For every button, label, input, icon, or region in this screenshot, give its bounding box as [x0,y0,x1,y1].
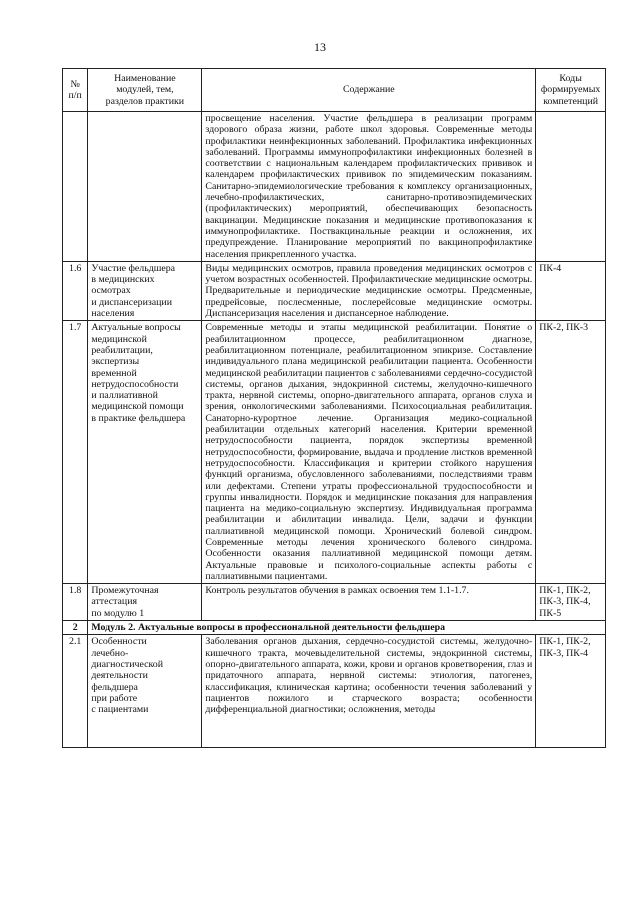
table-row [63,321,606,584]
module-title: Модуль 2. Актуальные вопросы в профессиональной деятельности фельдшера [88,621,606,635]
curriculum-table [62,68,606,748]
row-num: 1.8 [63,584,88,621]
row-num: 1.6 [63,261,88,320]
table-row [63,635,606,748]
row-content: Контроль результатов обучения в рамках освоения тем 1.1-1.7. [202,584,536,621]
row-codes: ПК-1, ПК-2, ПК-3, ПК-4 [536,635,606,748]
row-content-cell [202,635,536,748]
row-codes: ПК-2, ПК-3 [536,321,606,584]
table-row [63,261,606,320]
header-name: Наименование модулей, тем, разделов практики [88,69,202,112]
row-num: 1.7 [63,321,88,584]
row-codes [536,112,606,262]
row-name: Актуальные вопросы медицинской реабилитации, экспертизы временной нетрудоспособности и паллиативной медицинской помощи в практике фельдшера [88,321,202,584]
row-name: Промежуточная аттестация по модулю 1 [88,584,202,621]
row-name: Участие фельдшера в медицинских осмотрах и диспансеризации населения [88,261,202,320]
header-num: № п/п [63,69,88,112]
page-number: 13 [314,40,326,54]
module-row [63,621,606,635]
row-name [88,112,202,262]
row-num [63,112,88,262]
table-row [63,112,606,262]
table-row [63,584,606,621]
row-content: Виды медицинских осмотров, правила проведения медицинских осмотров с учетом возрастных особенностей. Профилактические медицинские осмотры. Предварительные и периодические медицинские осмотры. Предсменные, предрейсовые, послесменные, послерейсовые медицинские осмотры. Диспансеризация населения и диспансерное наблюдение. [202,261,536,320]
row-content: Современные методы и этапы медицинской реабилитации. Понятие о реабилитационном процессе, реабилитационном диагнозе, реабилитационном потенциале, реабилитационном эпикризе. Составление индивидуального плана медицинской реабилитации пациента. Особенности медицинской реабилитации пациентов с заболеваниями сердечно-сосудистой системы, органов дыхания, эндокринной системы, желудочно-кишечного тракта, нервной системы, опорно-двигательного аппарата, органов слуха и зрения, онкологическими заболеваниями. Психосоциальная реабилитация. Санаторно-курортное лечение. Организация медико-социальной реабилитации отдельных категорий населения. Критерии временной нетрудоспособности пациента, порядок экспертизы временной нетрудоспособности, формирование, выдача и продление листков временной нетрудоспособности. Классификация и критерии стойкого нарушения функций организма, обусловленного заболеваниями, последствиями травм или дефектами. Степени утраты профессиональной трудоспособности и группы инвалидности. Порядок и медицинские показания для направления пациента на медико-социальную экспертизу. Индивидуальная программа реабилитации и абилитации инвалида. Цели, задачи и функции паллиативной медицинской помощи. Хронический болевой синдром. Современные методы лечения хронического болевого синдрома. Особенности оказания паллиативной медицинской помощи детям. Актуальные правовые и психолого-социальные аспекты работы с паллиативными пациентами. [202,321,536,584]
row-codes: ПК-1, ПК-2, ПК-3, ПК-4, ПК-5 [536,584,606,621]
module-num: 2 [63,621,88,635]
row-content: Заболевания органов дыхания, сердечно-сосудистой системы, желудочно-кишечного тракта, мочевыделительной системы, эндокринной системы, опорно-двигательного аппарата, кожи, крови и органов кроветворения, глаз и придаточного аппарата, нервной системы: этиология, патогенез, классификация, клиническая картина; особенности течения заболеваний у пациентов пожилого и старческого возраста; особенности дифференциальной диагностики; осложнения, методы [205,636,533,716]
table-header-row [63,69,606,112]
row-content: просвещение населения. Участие фельдшера в реализации программ здорового образа жизни, работе школ здоровья. Современные методы профилактики неинфекционных заболеваний. Профилактика инфекционных заболеваний. Программы иммунопрофилактики инфекционных болезней в соответствии с национальным календарем профилактических прививок и календарем профилактических прививок по эпидемическим показаниям. Санитарно-эпидемиологические требования к комплексу организационных, лечебно-профилактических, санитарно-противоэпидемических (профилактических) мероприятий, обеспечивающих безопасность вакцинации. Медицинские показания и медицинские противопоказания к иммунопрофилактике. Поствакцинальные реакции и осложнения, их предупреждение. Планирование мероприятий по вакцинопрофилактике населения прикрепленного участка. [202,112,536,262]
header-content: Содержание [202,69,536,112]
row-name: Особенности лечебно- диагностической деятельности фельдшера при работе с пациентами [88,635,202,748]
header-codes: Коды формируемых компетенций [536,69,606,112]
row-codes: ПК-4 [536,261,606,320]
row-num: 2.1 [63,635,88,748]
